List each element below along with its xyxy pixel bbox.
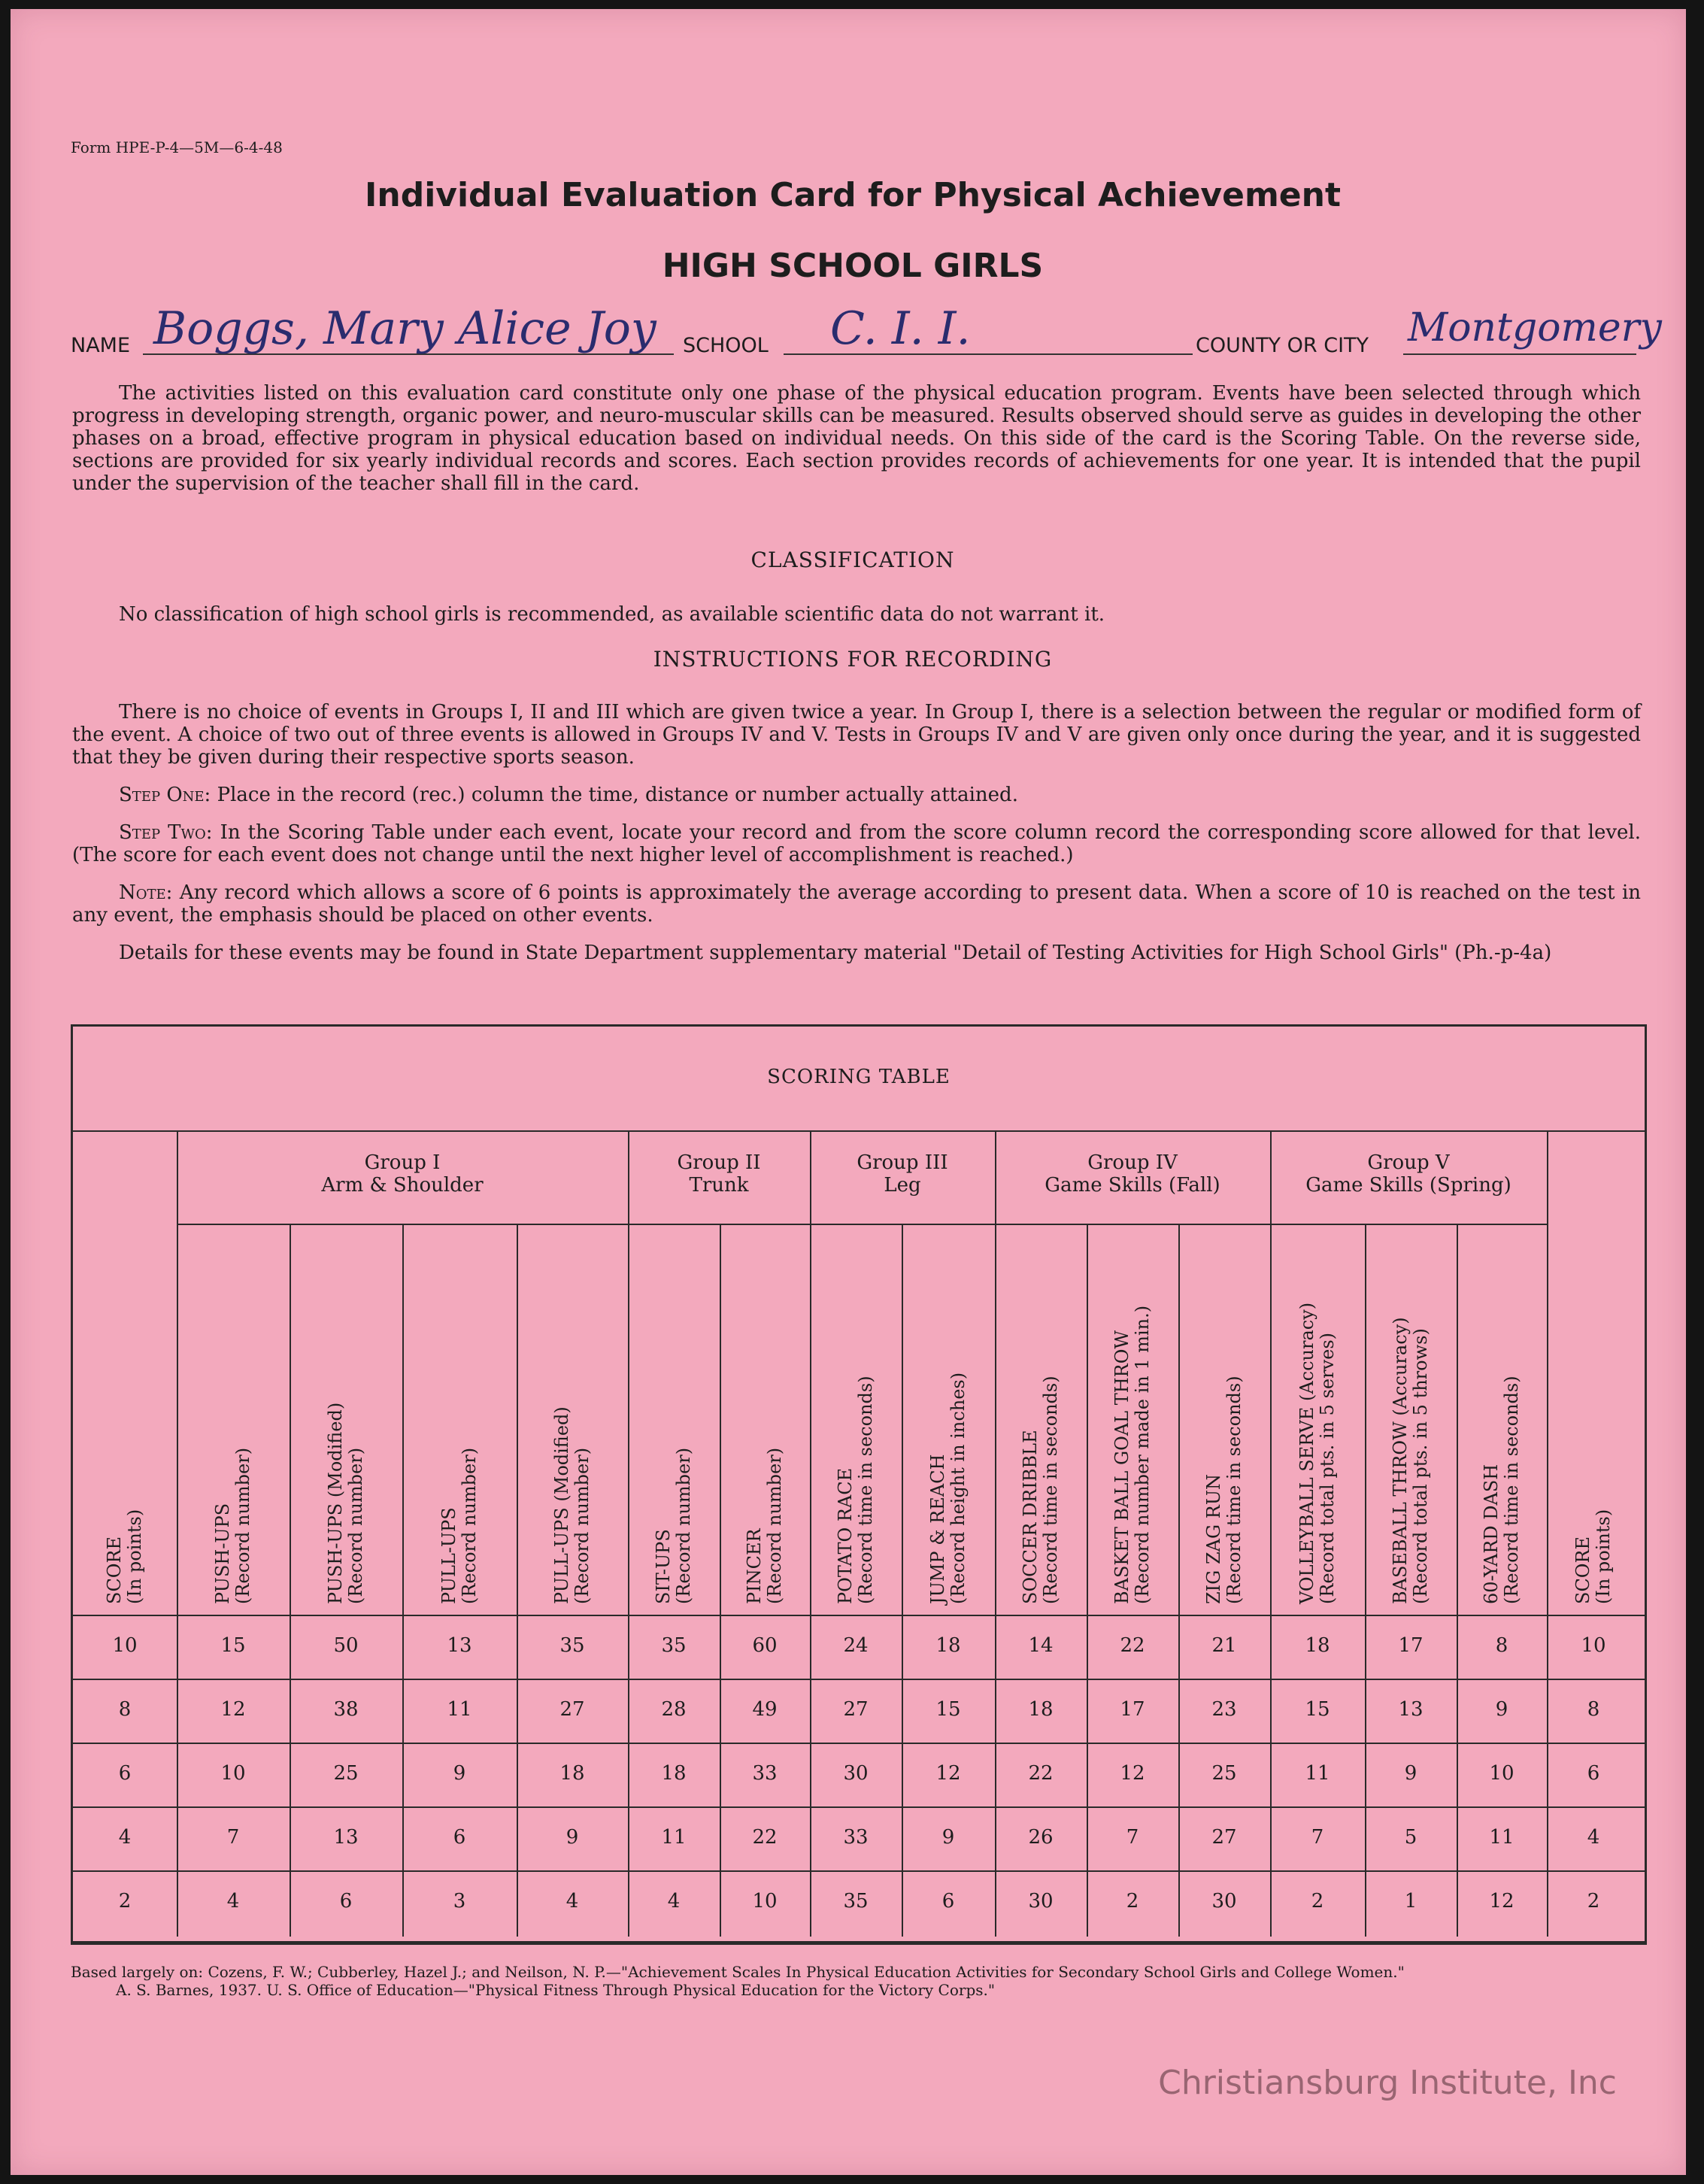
table-cell: 10 — [1489, 1762, 1514, 1785]
table-cell: 35 — [661, 1634, 687, 1657]
watermark-text: Christiansburg Institute, Inc — [1158, 2064, 1617, 2102]
group-header-subtitle: Leg — [884, 1174, 921, 1197]
column-header-label — [105, 1509, 145, 1604]
county-label: COUNTY OR CITY — [1196, 334, 1369, 357]
column-header-subtitle: (Record number made in 1 min.) — [1132, 1305, 1153, 1604]
column-header-title: PULL-UPS — [438, 1507, 459, 1604]
classification-heading: CLASSIFICATION — [750, 548, 955, 572]
table-cell: 4 — [118, 1826, 132, 1849]
group-header-subtitle: Arm & Shoulder — [321, 1174, 484, 1197]
table-cell: 12 — [1120, 1762, 1145, 1785]
column-header-subtitle: (Record total pts. in 5 serves) — [1317, 1332, 1338, 1604]
table-cell: 33 — [752, 1762, 778, 1785]
table-cell: 25 — [333, 1762, 359, 1785]
table-cell: 15 — [220, 1634, 246, 1657]
table-vline — [995, 1130, 996, 1937]
column-header-title: JUMP & REACH — [927, 1454, 948, 1604]
column-header-label — [653, 1448, 694, 1604]
table-cell: 18 — [1305, 1634, 1330, 1657]
group-header — [995, 1151, 1270, 1197]
group-header — [1270, 1151, 1547, 1197]
table-vline — [810, 1130, 811, 1937]
table-cell: 6 — [118, 1762, 132, 1785]
table-cell: 21 — [1211, 1634, 1237, 1657]
table-cell: 7 — [226, 1826, 240, 1849]
note-label: Note: — [119, 881, 173, 904]
column-header-subtitle: (Record height in inches) — [948, 1372, 969, 1604]
table-cell: 7 — [1126, 1826, 1139, 1849]
table-cell: 18 — [935, 1634, 961, 1657]
table-cell: 15 — [935, 1698, 961, 1721]
table-cell: 9 — [1495, 1698, 1508, 1721]
column-header-title: PUSH-UPS — [212, 1503, 233, 1604]
table-cell: 6 — [1587, 1762, 1600, 1785]
group-header-divider — [177, 1224, 1547, 1225]
table-cell: 8 — [118, 1698, 132, 1721]
column-header-label — [744, 1448, 785, 1604]
table-cell: 11 — [447, 1698, 472, 1721]
table-cell: 30 — [1028, 1890, 1054, 1913]
table-title-divider — [73, 1130, 1645, 1132]
name-handwriting: Boggs, Mary Alice Joy — [153, 302, 656, 355]
table-cell: 28 — [661, 1698, 687, 1721]
step-two-label: Step Two: — [119, 821, 213, 844]
table-cell: 22 — [752, 1826, 778, 1849]
column-header-subtitle: (In points) — [1593, 1509, 1614, 1604]
table-cell: 5 — [1404, 1826, 1417, 1849]
table-cell: 9 — [941, 1826, 955, 1849]
details-paragraph: Details for these events may be found in State Department supplementary material "Detail of Testing Activities for High School Girls" (Ph.-p-4a) — [119, 942, 1552, 964]
column-header-title: PULL-UPS (Modified) — [551, 1406, 572, 1604]
table-cell: 1 — [1404, 1890, 1417, 1913]
school-handwriting: C. I. I. — [830, 302, 971, 355]
step-one-text: Place in the record (rec.) column the time, distance or number actually attained. — [217, 784, 1018, 806]
row-divider — [73, 1679, 1645, 1680]
table-cell: 4 — [226, 1890, 240, 1913]
column-header-label — [1297, 1303, 1338, 1604]
table-cell: 30 — [1211, 1890, 1237, 1913]
step-two-text: In the Scoring Table under each event, locate your record and from the score column record the corresponding score allowed for that level. (The score for each event does not change until the next higher level of accomplishment is reached.) — [72, 821, 1641, 866]
group-header — [810, 1151, 995, 1197]
page-subtitle: HIGH SCHOOL GIRLS — [662, 247, 1044, 285]
column-header-label — [1481, 1376, 1522, 1604]
group-header — [628, 1151, 810, 1197]
table-cell: 60 — [752, 1634, 778, 1657]
table-cell: 38 — [333, 1698, 359, 1721]
footer-citation — [71, 1963, 1650, 1999]
note — [72, 881, 1641, 927]
county-handwriting: Montgomery — [1408, 305, 1662, 350]
table-cell: 17 — [1398, 1634, 1424, 1657]
column-header-subtitle: (Record number) — [459, 1447, 480, 1604]
table-cell: 10 — [220, 1762, 246, 1785]
step-two — [72, 821, 1641, 866]
evaluation-card — [11, 9, 1686, 2175]
table-cell: 3 — [453, 1890, 466, 1913]
table-cell: 6 — [453, 1826, 466, 1849]
county-line — [1403, 352, 1636, 355]
table-cell: 7 — [1311, 1826, 1324, 1849]
table-cell: 35 — [559, 1634, 585, 1657]
table-cell: 12 — [935, 1762, 961, 1785]
row-divider — [73, 1806, 1645, 1808]
name-label: NAME — [71, 334, 131, 357]
table-cell: 2 — [1587, 1890, 1600, 1913]
table-cell: 9 — [1404, 1762, 1417, 1785]
group-header-title: Group III — [857, 1151, 948, 1174]
column-header-subtitle: (Record number) — [764, 1447, 785, 1604]
step-one — [72, 784, 1641, 806]
step-one-label: Step One: — [119, 784, 211, 806]
column-header-title: PINCER — [744, 1528, 765, 1604]
column-header-label — [326, 1403, 366, 1604]
page-title: Individual Evaluation Card for Physical Achievement — [365, 176, 1341, 214]
table-cell: 33 — [843, 1826, 869, 1849]
footer-line-2: A. S. Barnes, 1937. U. S. Office of Education—"Physical Fitness Through Physical Education for the Victory Corps." — [116, 1981, 996, 1999]
table-cell: 8 — [1495, 1634, 1508, 1657]
table-cell: 10 — [112, 1634, 138, 1657]
instructions-heading: INSTRUCTIONS FOR RECORDING — [653, 647, 1053, 672]
group-header-title: Group IV — [1087, 1151, 1178, 1174]
table-cell: 2 — [1126, 1890, 1139, 1913]
table-cell: 4 — [667, 1890, 681, 1913]
column-header-subtitle: (Record time in seconds) — [1501, 1376, 1522, 1604]
column-header-subtitle: (Record time in seconds) — [1040, 1376, 1061, 1604]
group-header-title: Group II — [677, 1151, 761, 1174]
table-cell: 13 — [333, 1826, 359, 1849]
table-cell: 26 — [1028, 1826, 1054, 1849]
group-header-subtitle: Trunk — [689, 1174, 749, 1197]
table-cell: 4 — [565, 1890, 579, 1913]
table-cell: 17 — [1120, 1698, 1145, 1721]
table-cell: 6 — [941, 1890, 955, 1913]
table-vline — [628, 1130, 629, 1937]
column-header-title: SCORE — [104, 1536, 125, 1604]
table-cell: 12 — [1489, 1890, 1514, 1913]
column-header-label — [1204, 1376, 1245, 1604]
column-header-subtitle: (Record number) — [572, 1447, 593, 1604]
table-cell: 35 — [843, 1890, 869, 1913]
column-header-label — [1390, 1317, 1431, 1604]
column-header-subtitle: (Record number) — [673, 1447, 694, 1604]
group-header-title: Group V — [1367, 1151, 1450, 1174]
column-header-title: SOCCER DRIBBLE — [1020, 1430, 1041, 1604]
table-cell: 13 — [1398, 1698, 1424, 1721]
column-header-title: 60-YARD DASH — [1481, 1464, 1502, 1604]
table-cell: 2 — [118, 1890, 132, 1913]
table-cell: 11 — [1305, 1762, 1330, 1785]
table-cell: 14 — [1028, 1634, 1054, 1657]
table-cell: 11 — [1489, 1826, 1514, 1849]
column-header-subtitle: (Record number) — [345, 1447, 366, 1604]
column-header-title: POTATO RACE — [835, 1467, 856, 1604]
scoring-table — [71, 1024, 1647, 1945]
group-header-title: Group I — [364, 1151, 441, 1174]
table-vline — [177, 1130, 178, 1937]
column-header-title: VOLLEYBALL SERVE (Accuracy) — [1296, 1302, 1317, 1604]
column-header-title: BASKET BALL GOAL THROW — [1111, 1330, 1132, 1604]
table-cell: 10 — [752, 1890, 778, 1913]
table-cell: 18 — [661, 1762, 687, 1785]
table-cell: 18 — [559, 1762, 585, 1785]
column-header-subtitle: (Record time in seconds) — [1223, 1376, 1245, 1604]
table-cell: 13 — [447, 1634, 472, 1657]
table-cell: 23 — [1211, 1698, 1237, 1721]
column-header-label — [213, 1448, 253, 1604]
table-cell: 27 — [1211, 1826, 1237, 1849]
group-header-subtitle: Game Skills (Fall) — [1045, 1174, 1220, 1197]
row-divider — [73, 1870, 1645, 1872]
table-cell: 10 — [1581, 1634, 1606, 1657]
table-cell: 27 — [559, 1698, 585, 1721]
table-cell: 27 — [843, 1698, 869, 1721]
row-divider — [73, 1743, 1645, 1744]
table-cell: 49 — [752, 1698, 778, 1721]
classification-text: No classification of high school girls is recommended, as available scientific data do not warrant it. — [119, 603, 1105, 626]
table-cell: 22 — [1120, 1634, 1145, 1657]
column-header-label — [1573, 1509, 1614, 1604]
table-cell: 4 — [1587, 1826, 1600, 1849]
table-cell: 8 — [1587, 1698, 1600, 1721]
table-vline — [1547, 1130, 1548, 1937]
column-header-subtitle: (Record number) — [232, 1447, 253, 1604]
column-header-label — [928, 1373, 969, 1604]
table-cell: 12 — [220, 1698, 246, 1721]
table-cell: 15 — [1305, 1698, 1330, 1721]
school-label: SCHOOL — [683, 334, 769, 357]
column-header-title: SCORE — [1572, 1536, 1593, 1604]
table-cell: 11 — [661, 1826, 687, 1849]
table-vline — [1270, 1130, 1272, 1937]
column-header-title: SIT-UPS — [653, 1529, 674, 1604]
column-header-title: BASEBALL THROW (Accuracy) — [1390, 1317, 1411, 1604]
table-cell: 22 — [1028, 1762, 1054, 1785]
row-divider — [73, 1615, 1645, 1616]
column-header-label — [552, 1406, 593, 1604]
note-text: Any record which allows a score of 6 points is approximately the average according to present data. When a score of 10 is reached on the test in any event, the emphasis should be placed on other events. — [72, 881, 1642, 927]
intro-paragraph: The activities listed on this evaluation card constitute only one phase of the physical education program. Events have been selected through which progress in developing strength, organic power, and neuro-muscular skills can be measured. Results observed should serve as guides in developing the other phases on a broad, effective program in physical education based on individual needs. On this side of the card is the Scoring Table. On the reverse side, sections are provided for six yearly individual records and scores. Each section provides records of achievements for one year. It is intended that the pupil under the supervision of the teacher shall fill in the card. — [72, 382, 1641, 495]
table-cell: 9 — [453, 1762, 466, 1785]
column-header-subtitle: (Record total pts. in 5 throws) — [1410, 1328, 1431, 1604]
column-header-label — [1020, 1376, 1061, 1604]
column-header-subtitle: (In points) — [124, 1509, 145, 1604]
table-cell: 6 — [339, 1890, 353, 1913]
table-cell: 2 — [1311, 1890, 1324, 1913]
footer-line-1: Based largely on: Cozens, F. W.; Cubberley, Hazel J.; and Neilson, N. P.—"Achievement Scales In Physical Education Activities for Secondary School Girls and College Women." — [71, 1963, 1405, 1981]
table-cell: 30 — [843, 1762, 869, 1785]
column-header-title: PUSH-UPS (Modified) — [325, 1402, 346, 1604]
column-header-subtitle: (Record time in seconds) — [855, 1376, 876, 1604]
column-header-label — [439, 1448, 480, 1604]
table-cell: 18 — [1028, 1698, 1054, 1721]
table-cell: 24 — [843, 1634, 869, 1657]
table-cell: 9 — [565, 1826, 579, 1849]
scoring-table-title: SCORING TABLE — [767, 1066, 951, 1088]
column-header-label — [1112, 1306, 1153, 1604]
group-header — [177, 1151, 628, 1197]
group-header-subtitle: Game Skills (Spring) — [1305, 1174, 1511, 1197]
table-cell: 50 — [333, 1634, 359, 1657]
form-number: Form HPE-P-4—5M—6-4-48 — [71, 138, 283, 156]
instructions-paragraph: There is no choice of events in Groups I, II and III which are given twice a year. In Group I, there is a selection between the regular or modified form of the event. A choice of two out of three events is allowed in Groups IV and V. Tests in Groups IV and V are given only once during the year, and it is suggested that they be given during their respective sports season. — [72, 701, 1641, 769]
column-header-title: ZIG ZAG RUN — [1203, 1473, 1224, 1604]
table-cell: 25 — [1211, 1762, 1237, 1785]
column-header-label — [835, 1376, 876, 1604]
